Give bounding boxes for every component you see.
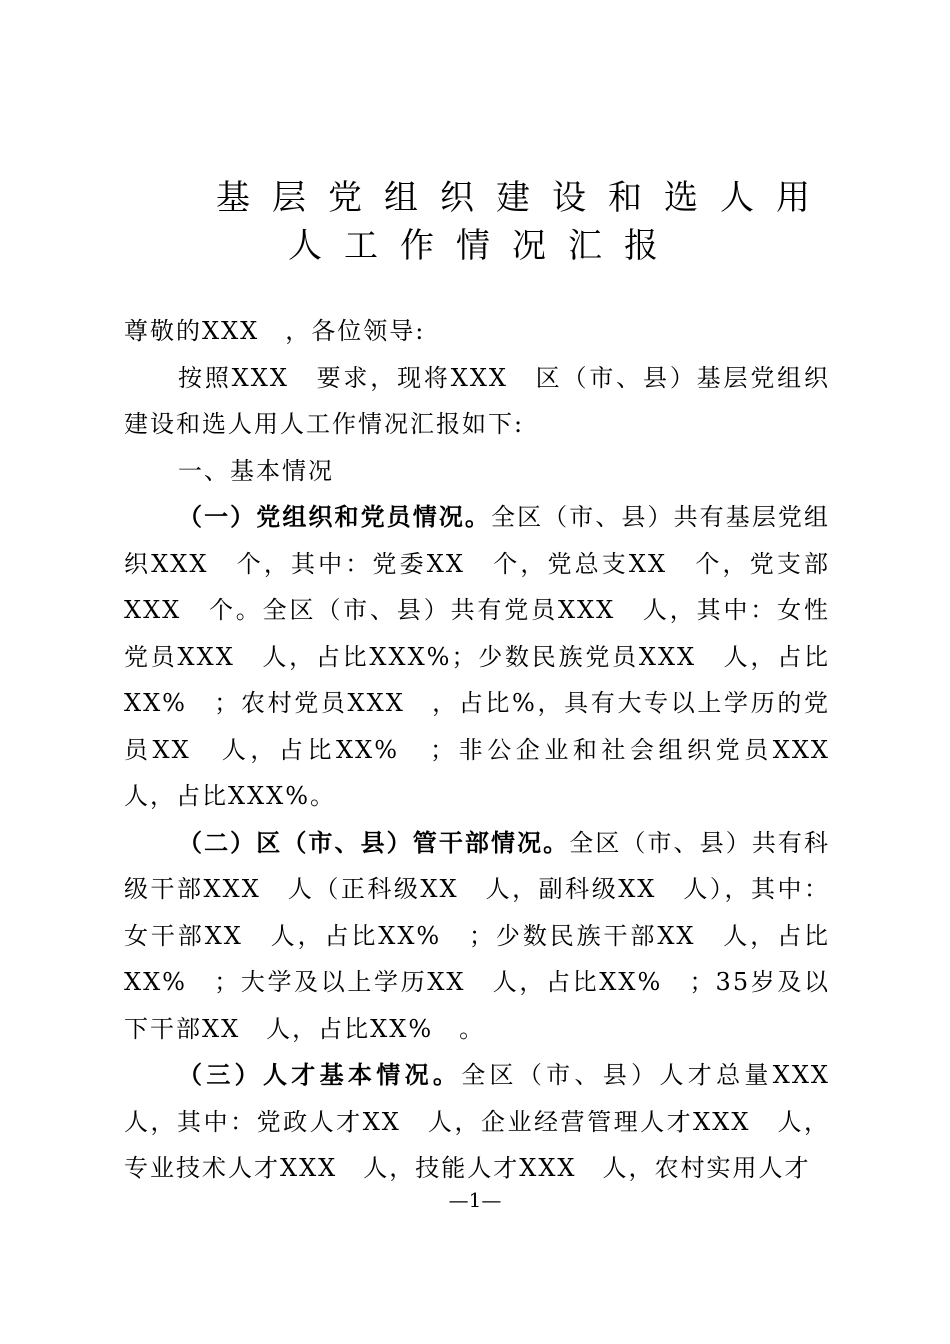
paragraph-talent xyxy=(124,1052,857,1192)
paragraph-label: （三）人才基本情况。 xyxy=(178,1060,462,1089)
page-number: —1— xyxy=(448,1188,502,1212)
paragraph-text: 全区（市、县）共有基层党组织XXX 个，其中：党委XX 个，党总支XX 个，党支部XXX 个。全区（市、县）共有党员XXX 人，其中：女性党员XXX 人，占比XXX%；少数民族党员XXX 人，占比XX% ；农村党员XXX ，占比%，具有大专以上学历的党员XX 人，占比XX% ；非公企业和社会组织党员XXX 人，占比XXX%。 xyxy=(124,503,856,810)
paragraph-label: （二）区（市、县）管干部情况。 xyxy=(178,827,570,857)
document-body xyxy=(124,308,857,1192)
paragraph-party-organization xyxy=(124,494,856,820)
intro-paragraph: 按照XXX 要求，现将XXX 区（市、县）基层党组织建设和选人用人工作情况汇报如下: xyxy=(124,363,830,438)
paragraph-text: 全区（市、县）人才总量XXX 人，其中：党政人才XX 人，企业经营管理人才XXX 人，专业技术人才XXX 人，技能人才XXX 人，农村实用人才 xyxy=(124,1061,857,1182)
salutation: 尊敬的XXX ，各位领导: xyxy=(124,317,426,345)
paragraph-cadres xyxy=(124,820,830,1053)
section-heading-basic-info: 一、基本情况 xyxy=(178,456,334,485)
paragraph-label: （一）党组织和党员情况。 xyxy=(178,502,491,531)
paragraph-text: 全区（市、县）共有科级干部XXX 人（正科级XX 人，副科级XX 人），其中：女干部XX 人，占比XX% ；少数民族干部XX 人，占比XX% ；大学及以上学历XX 人，占比XX% ；35岁及以下干部XX 人，占比XX% 。 xyxy=(124,828,830,1043)
document-title-line-1: 基层党组织建设和选人用 xyxy=(216,178,832,218)
document-title-line-2: 人工作情况汇报 xyxy=(288,226,680,266)
